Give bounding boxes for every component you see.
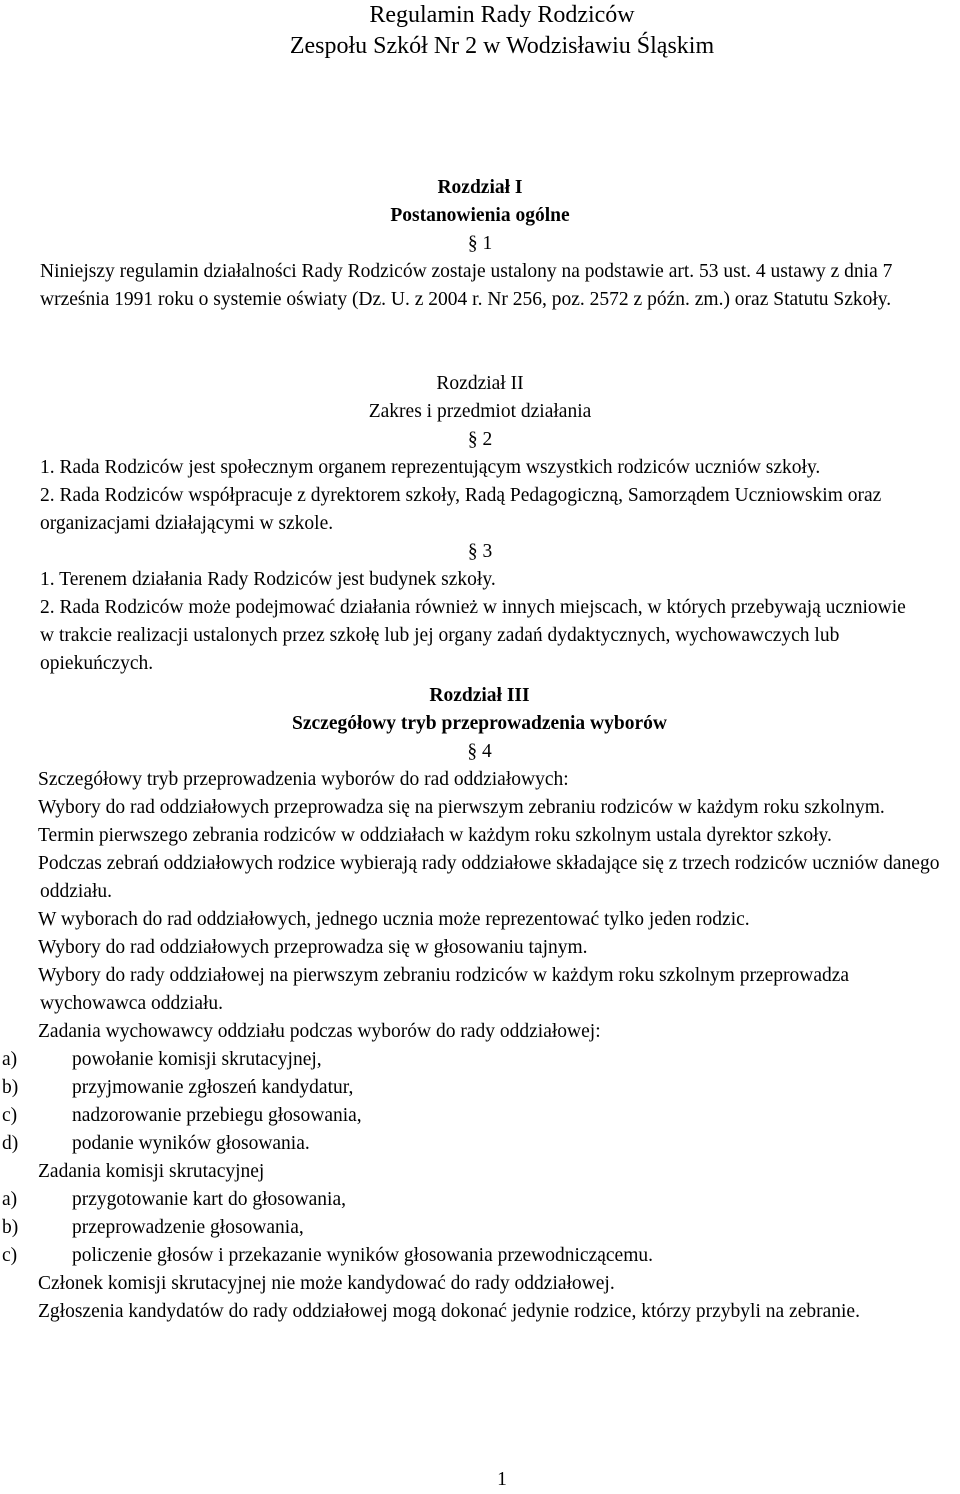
item-text: Wybory do rad oddziałowych przeprowadza się w głosowaniu tajnym. — [38, 937, 588, 958]
item-text: Rada Rodziców współpracuje z dyrektorem szkoły, Radą Pedagogiczną, Samorządem Uczniowskim oraz organizacjami działającymi w szkole. — [40, 485, 882, 534]
list-item — [2, 906, 957, 934]
page-number: 1 — [497, 1469, 507, 1490]
list-item — [2, 794, 957, 822]
paragraph-1-text: Niniejszy regulamin działalności Rady Rodziców zostaje ustalony na podstawie art. 53 ust. 4 ustawy z dnia 7 września 1991 roku o systemie oświaty (Dz. U. z 2004 r. Nr 256, poz. 2572 z późn. zm.) oraz Statutu Szkoły. — [40, 261, 893, 310]
list-item — [2, 934, 957, 962]
item-text: Rada Rodziców jest społecznym organem reprezentującym wszystkich rodziców uczniów szkoły. — [59, 457, 821, 478]
item-text: Termin pierwszego zebrania rodziców w oddziałach w każdym roku szkolnym ustala dyrektor szkoły. — [38, 825, 832, 846]
sub-list-item — [2, 1242, 957, 1270]
list-item — [2, 850, 957, 906]
title-line-2: Zespołu Szkół Nr 2 w Wodzisławiu Śląskim — [289, 33, 715, 59]
item-text: Terenem działania Rady Rodziców jest budynek szkoły. — [59, 569, 496, 590]
item-number: 2. — [40, 597, 55, 618]
chapter-1 — [40, 174, 920, 314]
chapter-3-subheading: Szczegółowy tryb przeprowadzenia wyborów — [292, 713, 667, 734]
item-text: Podczas zebrań oddziałowych rodzice wybierają rady oddziałowe składające się z trzech rodziców uczniów danego oddziału. — [38, 853, 940, 902]
item-number — [2, 1018, 38, 1046]
sub-item-letter: b) — [2, 1077, 19, 1098]
item-text: Zadania wychowawcy oddziału podczas wyborów do rady oddziałowej: — [38, 1021, 601, 1042]
sub-item-letter: c) — [2, 1105, 18, 1126]
item-number — [2, 822, 38, 850]
list-item — [2, 1018, 957, 1046]
paragraph-3-item — [40, 566, 920, 594]
chapter-2-heading: Rozdział II — [436, 373, 524, 394]
sub-item-letter: a) — [2, 1049, 18, 1070]
sub-item-text: przygotowanie kart do głosowania, — [72, 1189, 347, 1210]
paragraph-2-item — [40, 454, 920, 482]
sub-item-text: przeprowadzenie głosowania, — [72, 1217, 304, 1238]
sub-list-item — [2, 1214, 957, 1242]
item-number — [2, 962, 38, 990]
item-number — [2, 934, 38, 962]
chapter-2-subheading: Zakres i przedmiot działania — [368, 401, 592, 422]
document-title — [0, 0, 960, 62]
sub-list-item — [2, 1102, 957, 1130]
list-item — [2, 822, 957, 850]
item-number — [2, 906, 38, 934]
chapter-3 — [2, 682, 957, 1326]
chapter-3-heading: Rozdział III — [429, 685, 530, 706]
sub-item-text: przyjmowanie zgłoszeń kandydatur, — [72, 1077, 354, 1098]
sub-list-item — [2, 1130, 957, 1158]
item-text: Zgłoszenia kandydatów do rady oddziałowej mogą dokonać jedynie rodzice, którzy przybyli na zebranie. — [38, 1301, 860, 1322]
list-item — [2, 1158, 957, 1186]
paragraph-3-symbol: § 3 — [467, 541, 493, 562]
sub-item-text: podanie wyników głosowania. — [72, 1133, 310, 1154]
paragraph-3-item — [40, 594, 920, 678]
chapter-2 — [40, 370, 920, 678]
sub-item-text: powołanie komisji skrutacyjnej, — [72, 1049, 322, 1070]
item-number — [2, 850, 38, 878]
item-text: Zadania komisji skrutacyjnej — [38, 1161, 265, 1182]
sub-item-letter: d) — [2, 1133, 19, 1154]
item-number — [2, 1158, 38, 1186]
title-line-1: Regulamin Rady Rodziców — [369, 2, 635, 28]
item-text: Członek komisji skrutacyjnej nie może kandydować do rady oddziałowej. — [38, 1273, 615, 1294]
paragraph-1-symbol: § 1 — [467, 233, 493, 254]
item-number: 1. — [40, 569, 55, 590]
list-item — [2, 1298, 957, 1326]
item-text: Rada Rodziców może podejmować działania również w innych miejscach, w których przebywają uczniowie w trakcie realizacji ustalonych przez szkołę lub jej organy zadań dydaktycznych, wychowawczych lub opiekuńczych. — [40, 597, 906, 674]
item-number — [2, 1298, 38, 1326]
sub-list-item — [2, 1074, 957, 1102]
item-number — [2, 794, 38, 822]
item-text: Wybory do rad oddziałowych przeprowadza się na pierwszym zebraniu rodziców w każdym roku szkolnym. — [38, 797, 885, 818]
sub-item-letter: b) — [2, 1217, 19, 1238]
paragraph-4-symbol: § 4 — [467, 741, 492, 762]
paragraph-4-intro: Szczegółowy tryb przeprowadzenia wyborów do rad oddziałowych: — [38, 769, 569, 790]
sub-item-letter: c) — [2, 1245, 18, 1266]
list-item — [2, 962, 957, 1018]
sub-item-letter: a) — [2, 1189, 18, 1210]
list-item — [2, 1270, 957, 1298]
item-text: W wyborach do rad oddziałowych, jednego ucznia może reprezentować tylko jeden rodzic. — [38, 909, 750, 930]
sub-item-text: policzenie głosów i przekazanie wyników głosowania przewodniczącemu. — [72, 1245, 653, 1266]
sub-item-text: nadzorowanie przebiegu głosowania, — [72, 1105, 362, 1126]
sub-list-item — [2, 1186, 957, 1214]
sub-list-item — [2, 1046, 957, 1074]
item-number — [2, 1270, 38, 1298]
paragraph-2-item — [40, 482, 920, 538]
chapter-1-subheading: Postanowienia ogólne — [390, 205, 570, 226]
item-number: 1. — [40, 457, 55, 478]
chapter-1-heading: Rozdział I — [437, 177, 523, 198]
sub-list-item-8 — [2, 1186, 957, 1270]
sub-list-item-7 — [2, 1046, 957, 1158]
paragraph-2-symbol: § 2 — [467, 429, 493, 450]
item-number: 2. — [40, 485, 55, 506]
item-text: Wybory do rady oddziałowej na pierwszym zebraniu rodziców w każdym roku szkolnym przeprowadza wychowawca oddziału. — [38, 965, 850, 1014]
